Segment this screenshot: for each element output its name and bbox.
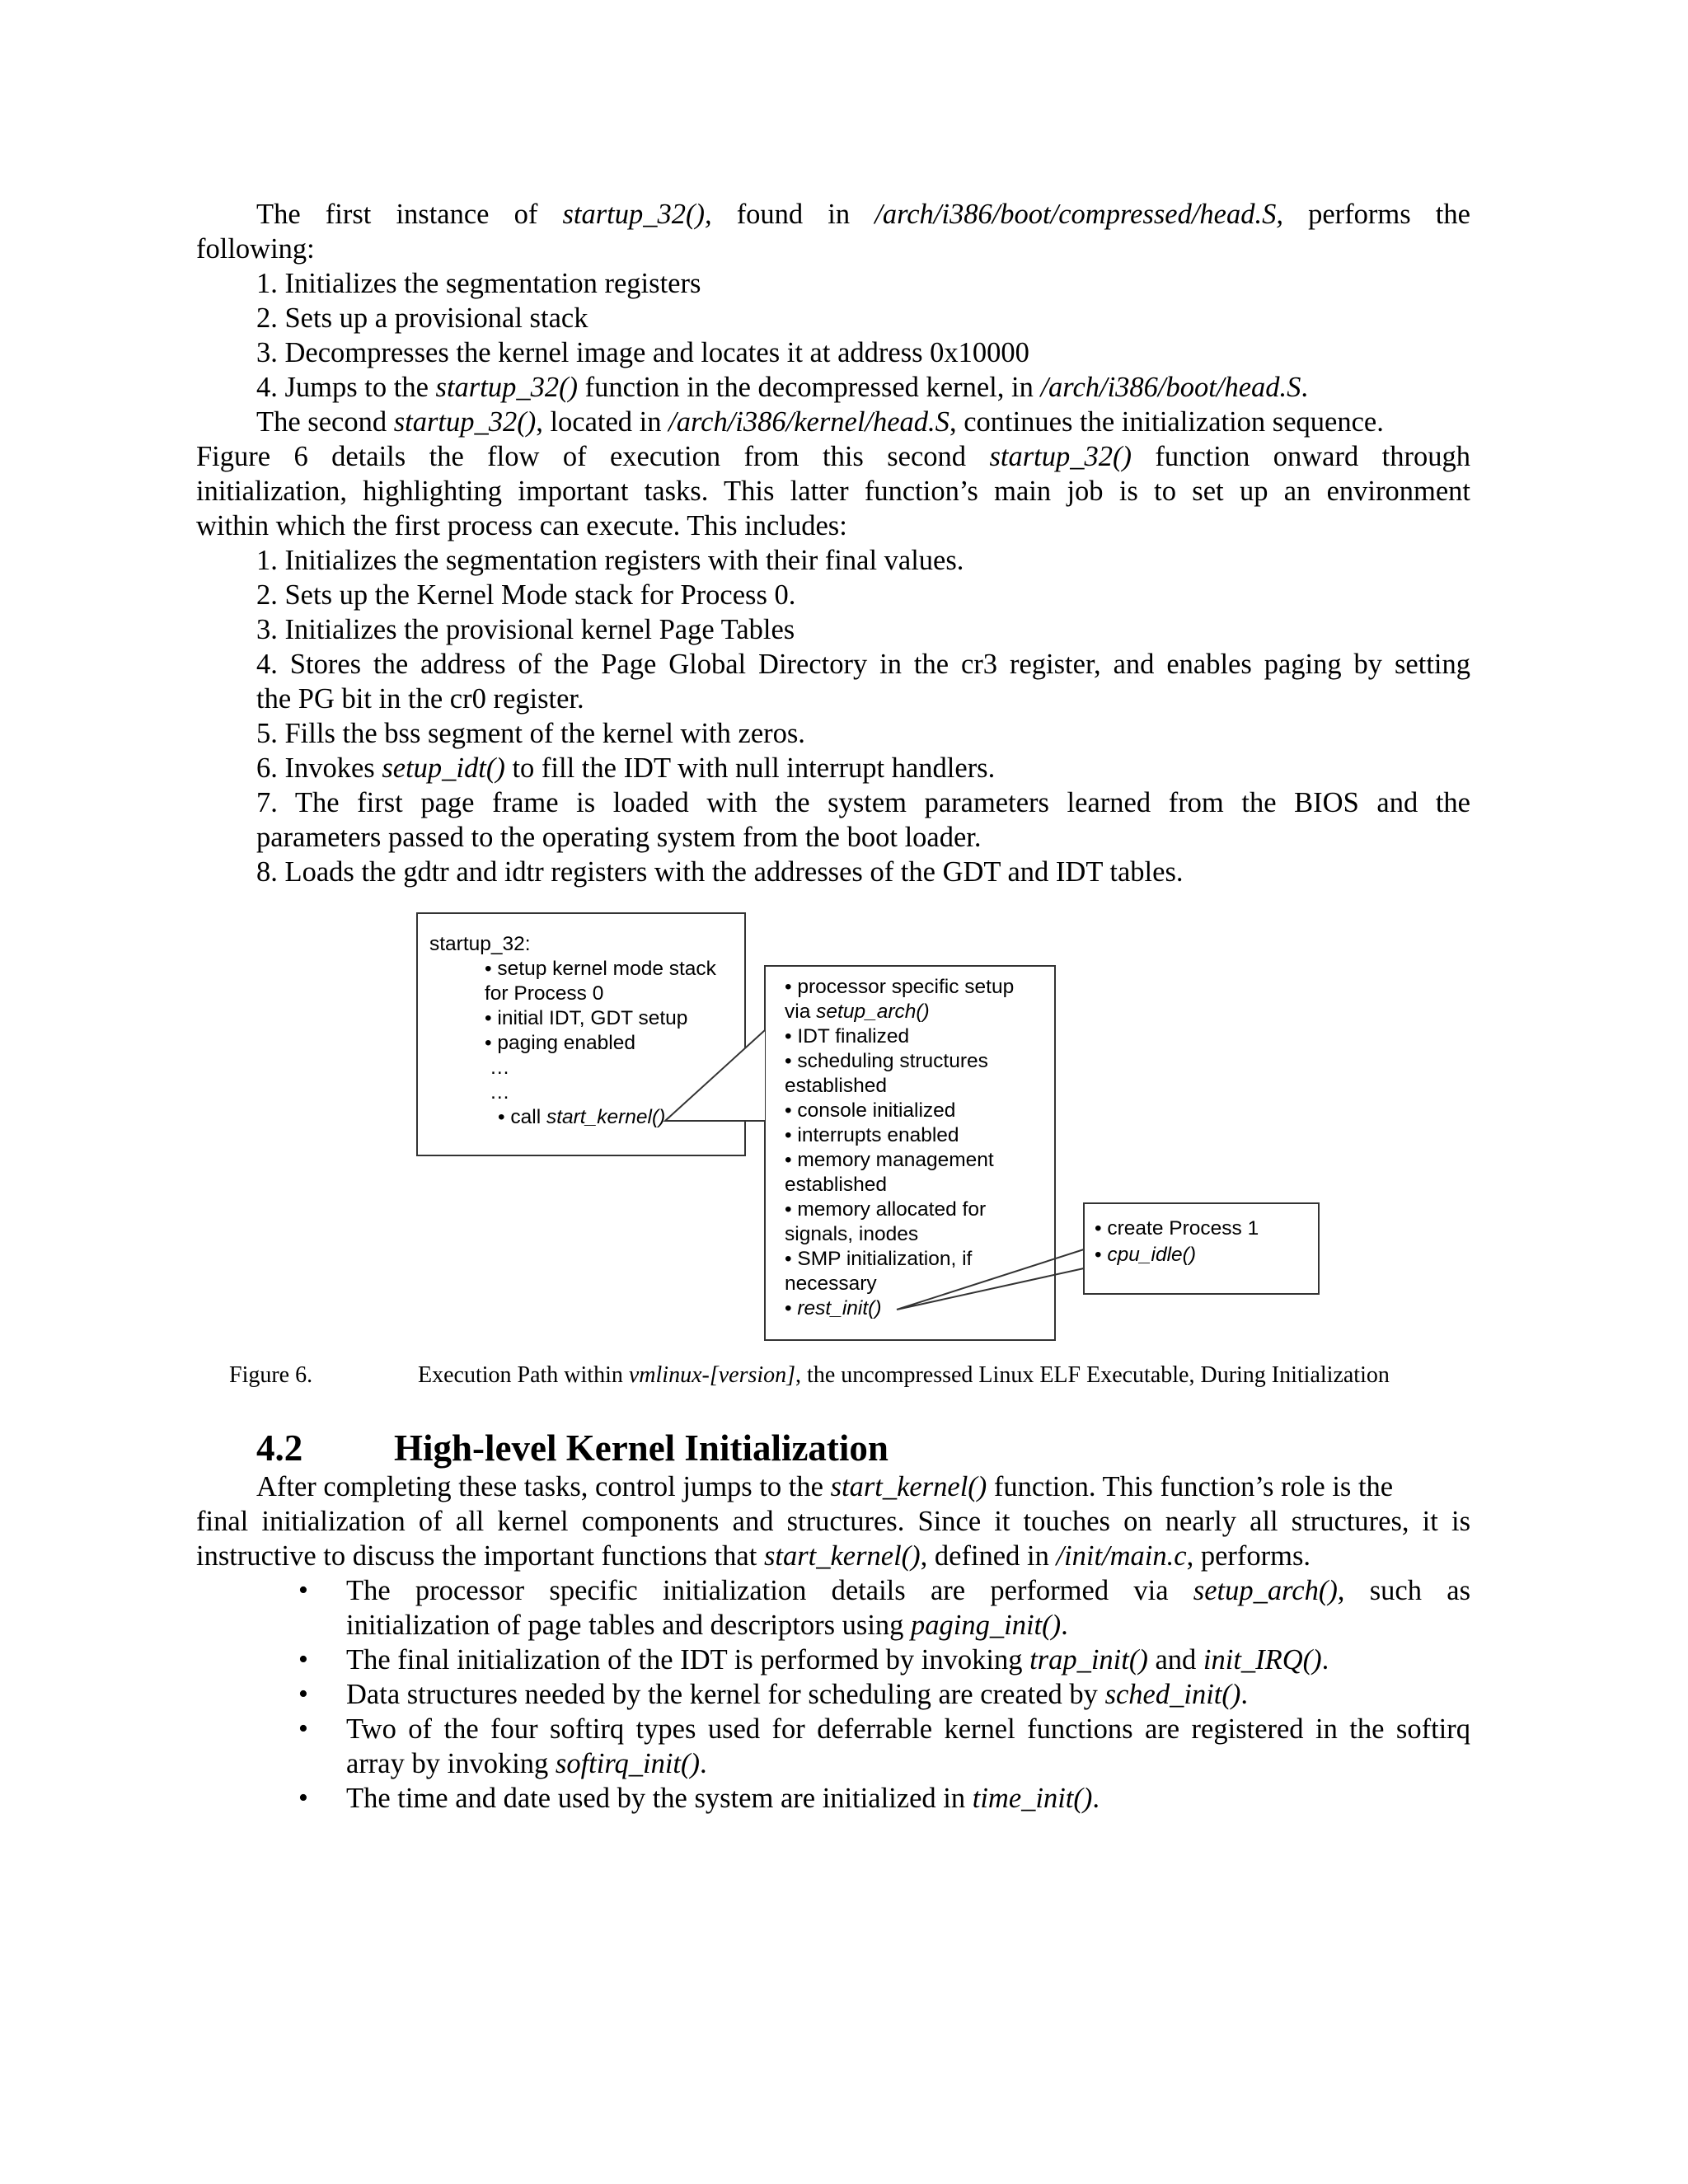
box2-line: • rest_init() bbox=[785, 1297, 882, 1319]
figure-caption: Execution Path within vmlinux-[version], the uncompressed Linux ELF Executable, During Initialization bbox=[418, 1362, 1390, 1388]
file-path: /arch/i386/kernel/head.S bbox=[668, 406, 950, 438]
function-name: start_kernel() bbox=[830, 1471, 987, 1502]
function-name: init_IRQ() bbox=[1203, 1644, 1322, 1675]
intro-line-2: following: bbox=[196, 233, 315, 265]
bullet-icon: • bbox=[298, 1679, 308, 1709]
bullet-icon: • bbox=[298, 1783, 308, 1813]
function-name: startup_32() bbox=[393, 406, 537, 438]
box2-line: • SMP initialization, if bbox=[785, 1248, 973, 1270]
include-step-3: 3. Initializes the provisional kernel Page Tables bbox=[256, 614, 795, 645]
box2-line: • memory allocated for bbox=[785, 1198, 987, 1221]
box2-line: • IDT finalized bbox=[785, 1025, 910, 1047]
box1-line: • paging enabled bbox=[485, 1032, 635, 1054]
bullet-1-line-1: The processor specific initialization details are performed via setup_arch(), such as bbox=[346, 1575, 1470, 1606]
bullet-4-line-1: Two of the four softirq types used for deferrable kernel functions are registered in the softirq bbox=[346, 1713, 1470, 1745]
box1-call-line: • call start_kernel() bbox=[498, 1106, 666, 1128]
second-line-4: within which the first process can execute. This includes: bbox=[196, 510, 847, 541]
box2-line: established bbox=[785, 1075, 887, 1097]
function-name: softirq_init() bbox=[555, 1748, 700, 1779]
function-name: setup_arch(), bbox=[1193, 1575, 1345, 1606]
bullet-5: The time and date used by the system are initialized in time_init(). bbox=[346, 1783, 1100, 1814]
function-name: startup_32() bbox=[989, 441, 1132, 472]
box2-line: • console initialized bbox=[785, 1099, 956, 1122]
setup-arch-call: setup_arch() bbox=[816, 1001, 930, 1023]
box2-line: signals, inodes bbox=[785, 1223, 919, 1245]
word: of bbox=[513, 199, 538, 230]
box2-line: via setup_arch() bbox=[785, 1001, 930, 1023]
include-step-2: 2. Sets up the Kernel Mode stack for Process 0. bbox=[256, 579, 796, 611]
box1-line: for Process 0 bbox=[485, 982, 604, 1005]
bullet-4-line-2: array by invoking softirq_init(). bbox=[346, 1748, 707, 1779]
figure-label: Figure 6. bbox=[229, 1362, 313, 1388]
start-kernel-call: start_kernel() bbox=[546, 1106, 666, 1128]
box3-line: • cpu_idle() bbox=[1095, 1244, 1196, 1266]
section-number: 4.2 bbox=[256, 1427, 303, 1469]
word: The bbox=[256, 199, 301, 230]
word: found bbox=[736, 199, 804, 230]
word: first bbox=[325, 199, 372, 230]
second-line-3: initialization, highlighting important tasks. This latter function’s main job is to set up an environment bbox=[196, 476, 1470, 507]
word: instance bbox=[396, 199, 490, 230]
function-name: time_init() bbox=[972, 1783, 1093, 1814]
function-name: trap_init() bbox=[1029, 1644, 1148, 1675]
box1-line: • initial IDT, GDT setup bbox=[485, 1007, 688, 1029]
binary-name: vmlinux-[version] bbox=[628, 1362, 796, 1388]
box2-line: • memory management bbox=[785, 1149, 994, 1171]
function-name: setup_idt() bbox=[382, 752, 505, 784]
word: performs bbox=[1308, 199, 1411, 230]
file-path: /arch/i386/boot/compressed/head.S, bbox=[874, 199, 1283, 230]
bullet-3: Data structures needed by the kernel for scheduling are created by sched_init(). bbox=[346, 1679, 1248, 1710]
first-step-2: 2. Sets up a provisional stack bbox=[256, 302, 588, 334]
function-name: start_kernel() bbox=[763, 1540, 921, 1572]
include-step-8: 8. Loads the gdtr and idtr registers with the addresses of the GDT and IDT tables. bbox=[256, 856, 1184, 888]
box1-ellipsis: … bbox=[490, 1057, 510, 1079]
box2-line: necessary bbox=[785, 1272, 877, 1295]
include-step-5: 5. Fills the bss segment of the kernel with zeros. bbox=[256, 718, 805, 749]
function-name: paging_init() bbox=[911, 1610, 1062, 1641]
first-step-3: 3. Decompresses the kernel image and locates it at address 0x10000 bbox=[256, 337, 1029, 368]
bullet-icon: • bbox=[298, 1713, 308, 1744]
box1-line: • setup kernel mode stack bbox=[485, 958, 716, 980]
function-name: startup_32(), bbox=[562, 199, 712, 230]
word: in bbox=[828, 199, 851, 230]
box2-line: • interrupts enabled bbox=[785, 1124, 959, 1146]
include-step-4b: the PG bit in the cr0 register. bbox=[256, 683, 584, 715]
section-title: High-level Kernel Initialization bbox=[394, 1427, 889, 1469]
function-name: sched_init() bbox=[1104, 1679, 1241, 1710]
function-name: startup_32() bbox=[435, 372, 579, 403]
bullet-icon: • bbox=[298, 1575, 308, 1605]
bullet-2: The final initialization of the IDT is performed by invoking trap_init() and init_IRQ(). bbox=[346, 1644, 1329, 1675]
include-step-7b: parameters passed to the operating system from the boot loader. bbox=[256, 822, 982, 853]
box2-line: established bbox=[785, 1174, 887, 1196]
box2-line: • scheduling structures bbox=[785, 1050, 988, 1072]
section-para-line-2: final initialization of all kernel components and structures. Since it touches on nearly all structures, it is bbox=[196, 1506, 1470, 1537]
include-step-6: 6. Invokes setup_idt() to fill the IDT with null interrupt handlers. bbox=[256, 752, 996, 784]
cpu-idle-call: cpu_idle() bbox=[1107, 1244, 1196, 1266]
box1-ellipsis: … bbox=[490, 1081, 510, 1104]
section-para-line-1: After completing these tasks, control jumps to the start_kernel() function. This function’s role is the bbox=[256, 1471, 1394, 1502]
box3-line: • create Process 1 bbox=[1095, 1217, 1259, 1240]
rest-init-call: rest_init() bbox=[797, 1297, 882, 1319]
first-step-1: 1. Initializes the segmentation registers bbox=[256, 268, 701, 299]
file-path: /arch/i386/boot/head.S bbox=[1040, 372, 1301, 403]
second-line-1: The second startup_32(), located in /arch/i386/kernel/head.S, continues the initialization sequence. bbox=[256, 406, 1384, 438]
include-step-4a: 4. Stores the address of the Page Global Directory in the cr3 register, and enables paging by setting bbox=[256, 649, 1470, 680]
box1-title: startup_32: bbox=[429, 933, 531, 955]
box2-line: • processor specific setup bbox=[785, 976, 1015, 998]
section-para-line-3: instructive to discuss the important functions that start_kernel(), defined in /init/main.c, performs. bbox=[196, 1540, 1311, 1572]
second-line-2: Figure 6 details the flow of execution from this second startup_32() function onward through bbox=[196, 441, 1470, 472]
first-step-4: 4. Jumps to the startup_32() function in the decompressed kernel, in /arch/i386/boot/head.S. bbox=[256, 372, 1309, 403]
bullet-icon: • bbox=[298, 1644, 308, 1675]
file-path: /init/main.c bbox=[1056, 1540, 1187, 1572]
bullet-1-line-2: initialization of page tables and descriptors using paging_init(). bbox=[346, 1610, 1068, 1641]
word: the bbox=[1435, 199, 1470, 230]
include-step-7a: 7. The first page frame is loaded with the system parameters learned from the BIOS and the bbox=[256, 787, 1470, 818]
include-step-1: 1. Initializes the segmentation registers with their final values. bbox=[256, 545, 964, 576]
